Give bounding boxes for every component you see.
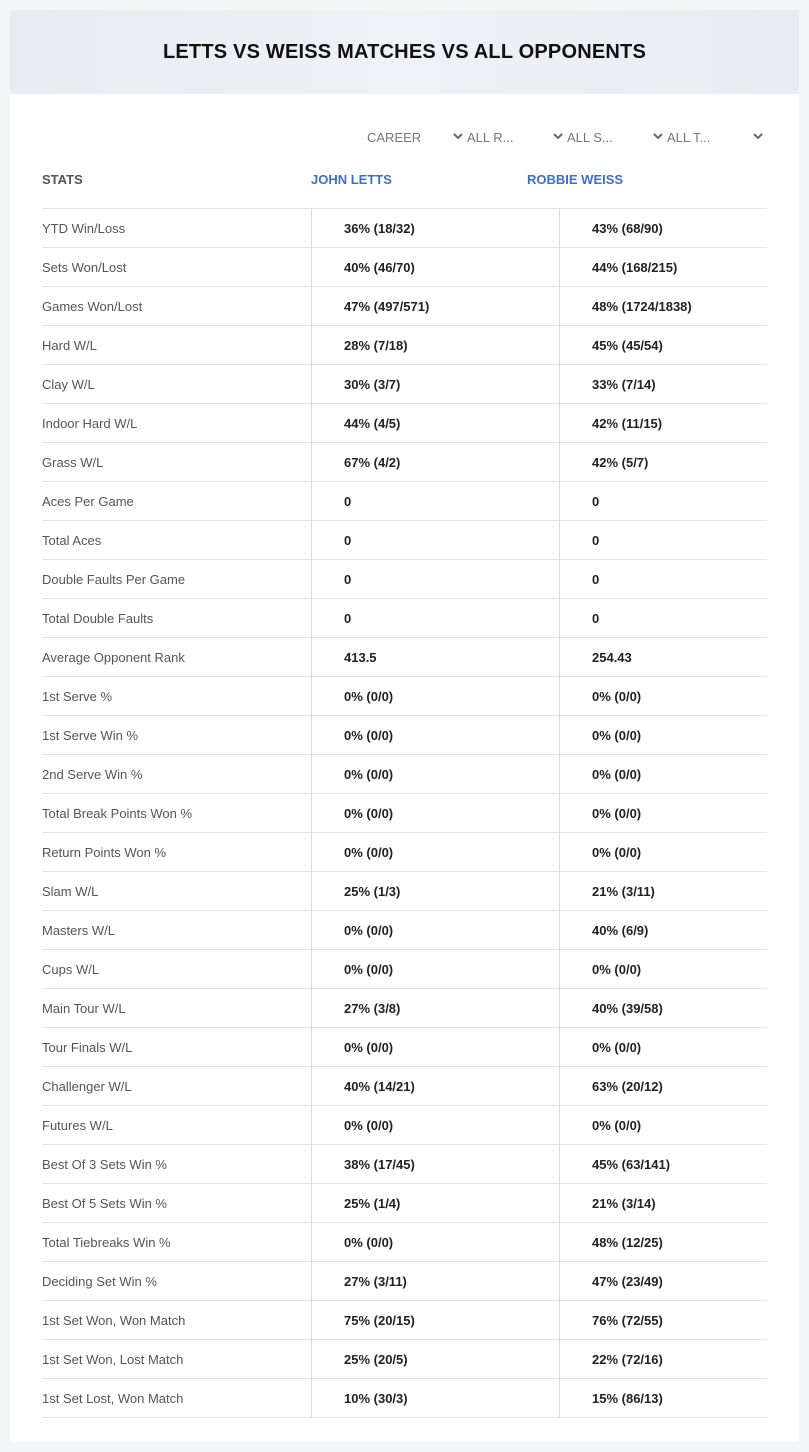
stats-table-body	[42, 209, 767, 1418]
player2-stat-value: 0% (0/0)	[560, 950, 768, 989]
player1-stat-value: 0% (0/0)	[312, 1106, 560, 1145]
table-row	[42, 1301, 767, 1340]
table-row	[42, 599, 767, 638]
table-row	[42, 326, 767, 365]
player1-stat-value: 25% (1/3)	[312, 872, 560, 911]
player2-stat-value: 33% (7/14)	[560, 365, 768, 404]
filter-tournament-select[interactable]	[667, 128, 767, 146]
table-row	[42, 404, 767, 443]
header-banner	[10, 10, 799, 94]
player2-stat-value: 47% (23/49)	[560, 1262, 768, 1301]
table-row	[42, 872, 767, 911]
stat-label: Main Tour W/L	[42, 989, 312, 1028]
table-row	[42, 1223, 767, 1262]
table-row	[42, 1340, 767, 1379]
stat-label: Best Of 3 Sets Win %	[42, 1145, 312, 1184]
stat-label: YTD Win/Loss	[42, 209, 312, 248]
player2-stat-value: 0	[560, 560, 768, 599]
stat-label: Total Double Faults	[42, 599, 312, 638]
table-row	[42, 794, 767, 833]
table-row	[42, 482, 767, 521]
player1-stat-value: 0% (0/0)	[312, 950, 560, 989]
player2-stat-value: 0% (0/0)	[560, 833, 768, 872]
player2-stat-value: 63% (20/12)	[560, 1067, 768, 1106]
player2-stat-value: 45% (63/141)	[560, 1145, 768, 1184]
stat-label: Hard W/L	[42, 326, 312, 365]
chevron-down-icon	[453, 131, 463, 141]
stats-card	[10, 10, 799, 1442]
stat-label: 1st Serve %	[42, 677, 312, 716]
player2-stat-value: 48% (1724/1838)	[560, 287, 768, 326]
table-row	[42, 1145, 767, 1184]
stat-label: Slam W/L	[42, 872, 312, 911]
player1-stat-value: 0% (0/0)	[312, 677, 560, 716]
player1-stat-value: 0% (0/0)	[312, 911, 560, 950]
player1-stat-value: 0% (0/0)	[312, 794, 560, 833]
table-row	[42, 716, 767, 755]
stat-label: 1st Set Won, Lost Match	[42, 1340, 312, 1379]
stat-label: 1st Set Lost, Won Match	[42, 1379, 312, 1418]
player1-stat-value: 0% (0/0)	[312, 716, 560, 755]
table-row	[42, 638, 767, 677]
player1-stat-value: 0% (0/0)	[312, 1028, 560, 1067]
player2-stat-value: 15% (86/13)	[560, 1379, 768, 1418]
player2-stat-value: 40% (39/58)	[560, 989, 768, 1028]
stat-label: Cups W/L	[42, 950, 312, 989]
stat-label: Challenger W/L	[42, 1067, 312, 1106]
player1-stat-value: 67% (4/2)	[312, 443, 560, 482]
stat-label: Tour Finals W/L	[42, 1028, 312, 1067]
stats-table	[42, 208, 767, 1418]
filter-surface-select[interactable]	[567, 128, 667, 146]
stats-column-header: STATS	[42, 172, 83, 187]
chevron-down-icon	[753, 131, 763, 141]
player1-stat-value: 0	[312, 482, 560, 521]
stat-label: Aces Per Game	[42, 482, 312, 521]
table-row	[42, 755, 767, 794]
player2-stat-value: 254.43	[560, 638, 768, 677]
filter-surface-label: ALL S...	[567, 129, 613, 145]
player1-stat-value: 75% (20/15)	[312, 1301, 560, 1340]
stat-label: Total Break Points Won %	[42, 794, 312, 833]
player1-stat-value: 44% (4/5)	[312, 404, 560, 443]
player2-stat-value: 0% (0/0)	[560, 755, 768, 794]
filter-round-select[interactable]	[467, 128, 567, 146]
stat-label: Sets Won/Lost	[42, 248, 312, 287]
stat-label: 1st Set Won, Won Match	[42, 1301, 312, 1340]
player1-stat-value: 0% (0/0)	[312, 833, 560, 872]
chevron-down-icon	[553, 131, 563, 141]
player2-stat-value: 42% (5/7)	[560, 443, 768, 482]
player1-stat-value: 0% (0/0)	[312, 755, 560, 794]
player2-stat-value: 42% (11/15)	[560, 404, 768, 443]
table-row	[42, 677, 767, 716]
table-row	[42, 1379, 767, 1418]
filter-bar	[367, 128, 767, 146]
player2-stat-value: 0	[560, 521, 768, 560]
player1-stat-value: 36% (18/32)	[312, 209, 560, 248]
table-row	[42, 1262, 767, 1301]
player1-stat-value: 40% (14/21)	[312, 1067, 560, 1106]
player2-stat-value: 43% (68/90)	[560, 209, 768, 248]
player2-column-header[interactable]: ROBBIE WEISS	[527, 172, 624, 187]
chevron-down-icon	[653, 131, 663, 141]
table-row	[42, 833, 767, 872]
stat-label: Masters W/L	[42, 911, 312, 950]
player1-stat-value: 28% (7/18)	[312, 326, 560, 365]
player1-stat-value: 25% (1/4)	[312, 1184, 560, 1223]
player1-stat-value: 0	[312, 560, 560, 599]
filter-period-label: CAREER	[367, 129, 422, 145]
stat-label: Clay W/L	[42, 365, 312, 404]
player2-stat-value: 0% (0/0)	[560, 794, 768, 833]
stat-label: Deciding Set Win %	[42, 1262, 312, 1301]
table-row	[42, 248, 767, 287]
filter-tournament-label: ALL T...	[667, 129, 711, 145]
player1-stat-value: 0	[312, 599, 560, 638]
stat-label: Best Of 5 Sets Win %	[42, 1184, 312, 1223]
player2-stat-value: 48% (12/25)	[560, 1223, 768, 1262]
player1-stat-value: 413.5	[312, 638, 560, 677]
player2-stat-value: 40% (6/9)	[560, 911, 768, 950]
table-row	[42, 560, 767, 599]
table-row	[42, 365, 767, 404]
table-row	[42, 1028, 767, 1067]
table-row	[42, 287, 767, 326]
player2-stat-value: 0% (0/0)	[560, 716, 768, 755]
player1-column-header[interactable]: JOHN LETTS	[311, 172, 392, 187]
page-title: LETTS VS WEISS MATCHES VS ALL OPPONENTS	[162, 40, 647, 63]
player1-stat-value: 0% (0/0)	[312, 1223, 560, 1262]
filter-period-select[interactable]	[367, 128, 467, 146]
table-row	[42, 1106, 767, 1145]
stat-label: Total Aces	[42, 521, 312, 560]
table-row	[42, 950, 767, 989]
stat-label: Return Points Won %	[42, 833, 312, 872]
player2-stat-value: 0% (0/0)	[560, 677, 768, 716]
stat-label: Average Opponent Rank	[42, 638, 312, 677]
player1-stat-value: 10% (30/3)	[312, 1379, 560, 1418]
player2-stat-value: 44% (168/215)	[560, 248, 768, 287]
player1-stat-value: 30% (3/7)	[312, 365, 560, 404]
filter-round-label: ALL R...	[467, 129, 514, 145]
player1-stat-value: 27% (3/8)	[312, 989, 560, 1028]
player2-stat-value: 45% (45/54)	[560, 326, 768, 365]
table-row	[42, 521, 767, 560]
player1-stat-value: 0	[312, 521, 560, 560]
player2-stat-value: 22% (72/16)	[560, 1340, 768, 1379]
stat-label: 2nd Serve Win %	[42, 755, 312, 794]
player2-stat-value: 21% (3/14)	[560, 1184, 768, 1223]
player2-stat-value: 0% (0/0)	[560, 1028, 768, 1067]
stat-label: 1st Serve Win %	[42, 716, 312, 755]
stat-label: Games Won/Lost	[42, 287, 312, 326]
stat-label: Grass W/L	[42, 443, 312, 482]
player2-stat-value: 76% (72/55)	[560, 1301, 768, 1340]
player1-stat-value: 38% (17/45)	[312, 1145, 560, 1184]
table-row	[42, 911, 767, 950]
player1-stat-value: 47% (497/571)	[312, 287, 560, 326]
stat-label: Total Tiebreaks Win %	[42, 1223, 312, 1262]
table-row	[42, 989, 767, 1028]
table-row	[42, 209, 767, 248]
player1-stat-value: 40% (46/70)	[312, 248, 560, 287]
player1-stat-value: 25% (20/5)	[312, 1340, 560, 1379]
player1-stat-value: 27% (3/11)	[312, 1262, 560, 1301]
stat-label: Futures W/L	[42, 1106, 312, 1145]
table-row	[42, 1067, 767, 1106]
table-row	[42, 1184, 767, 1223]
stat-label: Indoor Hard W/L	[42, 404, 312, 443]
player2-stat-value: 0	[560, 482, 768, 521]
player2-stat-value: 0% (0/0)	[560, 1106, 768, 1145]
stat-label: Double Faults Per Game	[42, 560, 312, 599]
table-row	[42, 443, 767, 482]
player2-stat-value: 21% (3/11)	[560, 872, 768, 911]
player2-stat-value: 0	[560, 599, 768, 638]
